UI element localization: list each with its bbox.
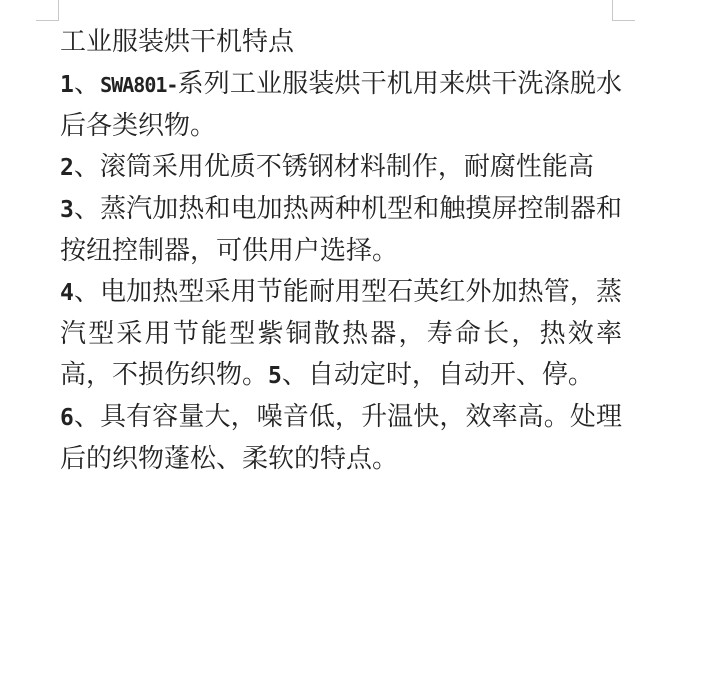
paragraph-text: 系列工业服装烘干机用来烘干洗涤脱水后各类织物。	[60, 69, 622, 141]
item-number: 3	[60, 197, 74, 223]
item-number: 2	[60, 155, 74, 181]
document-body[interactable]	[60, 24, 622, 480]
item-number: 6	[60, 405, 74, 431]
item-separator: 、	[73, 194, 101, 224]
paragraph-2	[60, 147, 622, 189]
paragraph-1	[60, 64, 622, 147]
model-number: SWA801-	[100, 73, 178, 97]
paragraph-text: 蒸汽加热和电加热两种机型和触摸屏控制器和按纽控制器，可供用户选择。	[60, 194, 622, 266]
item-separator: 、	[73, 152, 100, 182]
document-title: 工业服装烘干机特点	[60, 27, 295, 57]
item-number: 4	[60, 280, 74, 306]
item-separator: 、	[73, 277, 101, 307]
paragraph-text: 电加热型采用节能耐用型石英红外加热管，蒸汽型采用节能型紫铜散热器，寿命长，热效率高，不损伤织物。	[60, 277, 622, 390]
paragraph-3	[60, 189, 622, 272]
paragraph-text: 滚筒采用优质不锈钢材料制作，耐腐性能高	[99, 152, 594, 182]
paragraph-4	[60, 272, 622, 397]
item-separator: 、	[73, 69, 101, 99]
paragraph-6	[60, 397, 622, 480]
item-number: 5	[268, 363, 282, 389]
item-separator: 、	[73, 402, 101, 432]
paragraph-text: 自动定时，自动开、停。	[307, 360, 594, 390]
paragraph-text: 具有容量大，噪音低，升温快，效率高。处理后的织物蓬松、柔软的特点。	[60, 402, 622, 474]
page-corner-mark-right	[612, 0, 635, 21]
item-number: 1	[60, 72, 74, 98]
item-separator: 、	[281, 360, 308, 390]
page-corner-mark-left	[36, 0, 59, 21]
